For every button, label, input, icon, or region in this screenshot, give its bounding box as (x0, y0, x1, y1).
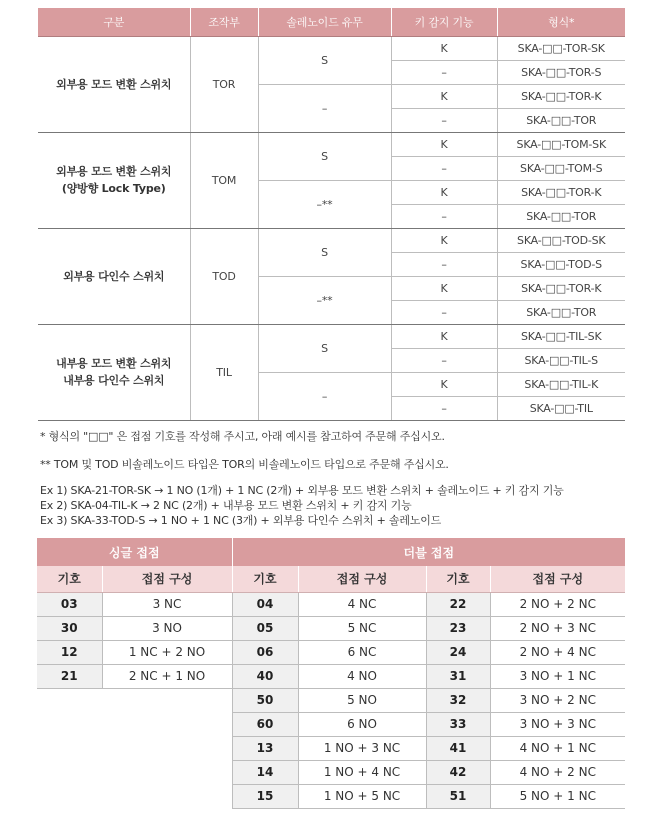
model-value: SKA-□□-TOD-SK (497, 228, 625, 252)
key-detect-value: – (391, 60, 497, 84)
double-contact-config: 6 NO (298, 712, 426, 736)
key-detect-value: K (391, 276, 497, 300)
empty-cell (37, 760, 102, 784)
double-contact-config: 4 NO + 1 NC (490, 736, 625, 760)
double-config-header-1: 접점 구성 (298, 566, 426, 592)
key-detect-value: K (391, 36, 497, 60)
model-value: SKA-□□-TOR (497, 300, 625, 324)
operator-code: TIL (190, 324, 258, 420)
double-contact-code: 14 (232, 760, 298, 784)
model-value: SKA-□□-TOR-K (497, 276, 625, 300)
key-detect-value: – (391, 252, 497, 276)
operator-code: TOR (190, 36, 258, 132)
double-contact-config: 3 NO + 3 NC (490, 712, 625, 736)
single-contact-code: 30 (37, 616, 102, 640)
double-contact-config: 5 NO (298, 688, 426, 712)
double-contact-code: 22 (426, 592, 490, 616)
double-contact-code: 23 (426, 616, 490, 640)
double-contact-config: 6 NC (298, 640, 426, 664)
category-name-line: 외부용 모드 변환 스위치 (56, 165, 172, 178)
double-contact-config: 5 NO + 1 NC (490, 784, 625, 808)
model-row (38, 132, 625, 156)
double-contact-code: 31 (426, 664, 490, 688)
contact-row (37, 760, 625, 784)
category-name-line: 외부용 모드 변환 스위치 (56, 77, 172, 91)
contact-row (37, 736, 625, 760)
double-contact-code: 24 (426, 640, 490, 664)
example-3: Ex 3) SKA-33-TOD-S → 1 NO + 1 NC (3개) + 외부용 다인수 스위치 + 솔레노이드 (40, 514, 442, 527)
model-spec-table (38, 8, 625, 421)
category-name (38, 36, 190, 132)
double-contact-code: 50 (232, 688, 298, 712)
category-name-line: 외부용 다인수 스위치 (63, 269, 165, 283)
model-value: SKA-□□-TOR (497, 108, 625, 132)
contact-row (37, 616, 625, 640)
solenoid-value: S (258, 132, 391, 180)
single-contact-config: 1 NC + 2 NO (102, 640, 232, 664)
solenoid-value: –** (258, 180, 391, 228)
note-model-format: * 형식의 "□□" 은 접점 기호를 작성해 주시고, 아래 예시를 참고하여 주문해 주십시오. (40, 430, 445, 443)
model-value: SKA-□□-TOM-S (497, 156, 625, 180)
example-1: Ex 1) SKA-21-TOR-SK → 1 NO (1개) + 1 NC (2개) + 외부용 모드 변환 스위치 + 솔레노이드 + 키 감지 기능 (40, 484, 564, 497)
single-contact-config: 2 NC + 1 NO (102, 664, 232, 688)
key-detect-value: K (391, 228, 497, 252)
double-code-header-2: 기호 (426, 566, 490, 592)
category-name-line: 내부용 다인수 스위치 (63, 374, 165, 387)
example-2: Ex 2) SKA-04-TIL-K → 2 NC (2개) + 내부용 모드 변환 스위치 + 키 감지 기능 (40, 499, 412, 512)
double-code-header-1: 기호 (232, 566, 298, 592)
contact-row (37, 784, 625, 808)
double-contact-code: 60 (232, 712, 298, 736)
double-contact-code: 06 (232, 640, 298, 664)
double-contact-config: 2 NO + 2 NC (490, 592, 625, 616)
double-contact-code: 40 (232, 664, 298, 688)
model-value: SKA-□□-TOD-S (497, 252, 625, 276)
model-value: SKA-□□-TIL-S (497, 348, 625, 372)
single-contact-code: 03 (37, 592, 102, 616)
double-contact-code: 13 (232, 736, 298, 760)
category-name (38, 324, 190, 420)
key-detect-value: K (391, 324, 497, 348)
single-contact-config: 3 NO (102, 616, 232, 640)
model-value: SKA-□□-TIL (497, 396, 625, 420)
contact-row (37, 688, 625, 712)
model-row (38, 228, 625, 252)
model-row (38, 324, 625, 348)
key-detect-value: – (391, 300, 497, 324)
model-value: SKA-□□-TIL-SK (497, 324, 625, 348)
double-contact-config: 1 NO + 4 NC (298, 760, 426, 784)
header-category: 구분 (38, 8, 190, 36)
solenoid-value: S (258, 228, 391, 276)
model-value: SKA-□□-TOR-K (497, 84, 625, 108)
double-contact-config: 1 NO + 3 NC (298, 736, 426, 760)
category-name-line: 내부용 모드 변환 스위치 (56, 357, 172, 370)
key-detect-value: – (391, 396, 497, 420)
empty-cell (37, 712, 102, 736)
contact-code-table (37, 538, 625, 809)
note-non-solenoid: ** TOM 및 TOD 비솔레노이드 타입은 TOR의 비솔레노이드 타입으로 주문해 주십시오. (40, 458, 449, 471)
double-config-header-2: 접점 구성 (490, 566, 625, 592)
empty-cell (37, 784, 102, 808)
operator-code: TOM (190, 132, 258, 228)
empty-cell (37, 688, 102, 712)
double-contact-config: 4 NC (298, 592, 426, 616)
header-key-detect: 키 감지 기능 (391, 8, 497, 36)
key-detect-value: – (391, 348, 497, 372)
empty-cell (102, 760, 232, 784)
solenoid-value: –** (258, 276, 391, 324)
single-code-header: 기호 (37, 566, 102, 592)
solenoid-value: – (258, 84, 391, 132)
header-row (38, 8, 625, 36)
key-detect-value: K (391, 132, 497, 156)
solenoid-value: S (258, 36, 391, 84)
model-value: SKA-□□-TOM-SK (497, 132, 625, 156)
model-value: SKA-□□-TIL-K (497, 372, 625, 396)
header-solenoid: 솔레노이드 유무 (258, 8, 391, 36)
empty-cell (102, 736, 232, 760)
key-detect-value: K (391, 84, 497, 108)
key-detect-value: – (391, 156, 497, 180)
double-contact-config: 4 NO + 2 NC (490, 760, 625, 784)
double-contact-config: 4 NO (298, 664, 426, 688)
double-contact-code: 51 (426, 784, 490, 808)
category-name (38, 228, 190, 324)
single-contact-code: 21 (37, 664, 102, 688)
contact-subheader-row (37, 566, 625, 592)
model-value: SKA-□□-TOR (497, 204, 625, 228)
single-contact-config: 3 NC (102, 592, 232, 616)
key-detect-value: – (391, 204, 497, 228)
single-contact-title: 싱글 접점 (37, 538, 232, 566)
double-contact-code: 42 (426, 760, 490, 784)
double-contact-config: 3 NO + 2 NC (490, 688, 625, 712)
model-row (38, 36, 625, 60)
double-contact-code: 33 (426, 712, 490, 736)
contact-row (37, 712, 625, 736)
double-contact-config: 5 NC (298, 616, 426, 640)
double-contact-code: 32 (426, 688, 490, 712)
empty-cell (102, 688, 232, 712)
double-contact-config: 2 NO + 4 NC (490, 640, 625, 664)
solenoid-value: – (258, 372, 391, 420)
key-detect-value: – (391, 108, 497, 132)
single-config-header: 접점 구성 (102, 566, 232, 592)
single-contact-code: 12 (37, 640, 102, 664)
double-contact-title: 더블 접점 (232, 538, 625, 566)
category-name (38, 132, 190, 228)
model-value: SKA-□□-TOR-S (497, 60, 625, 84)
double-contact-config: 2 NO + 3 NC (490, 616, 625, 640)
model-value: SKA-□□-TOR-SK (497, 36, 625, 60)
double-contact-code: 15 (232, 784, 298, 808)
empty-cell (102, 712, 232, 736)
contact-row (37, 640, 625, 664)
operator-code: TOD (190, 228, 258, 324)
key-detect-value: K (391, 372, 497, 396)
header-operator: 조작부 (190, 8, 258, 36)
solenoid-value: S (258, 324, 391, 372)
double-contact-config: 3 NO + 1 NC (490, 664, 625, 688)
double-contact-code: 04 (232, 592, 298, 616)
contact-row (37, 592, 625, 616)
empty-cell (37, 736, 102, 760)
contact-row (37, 664, 625, 688)
double-contact-config: 1 NO + 5 NC (298, 784, 426, 808)
category-name-line: (양방향 Lock Type) (61, 182, 166, 195)
header-model: 형식* (497, 8, 625, 36)
double-contact-code: 05 (232, 616, 298, 640)
empty-cell (102, 784, 232, 808)
double-contact-code: 41 (426, 736, 490, 760)
key-detect-value: K (391, 180, 497, 204)
model-value: SKA-□□-TOR-K (497, 180, 625, 204)
contact-title-row (37, 538, 625, 566)
